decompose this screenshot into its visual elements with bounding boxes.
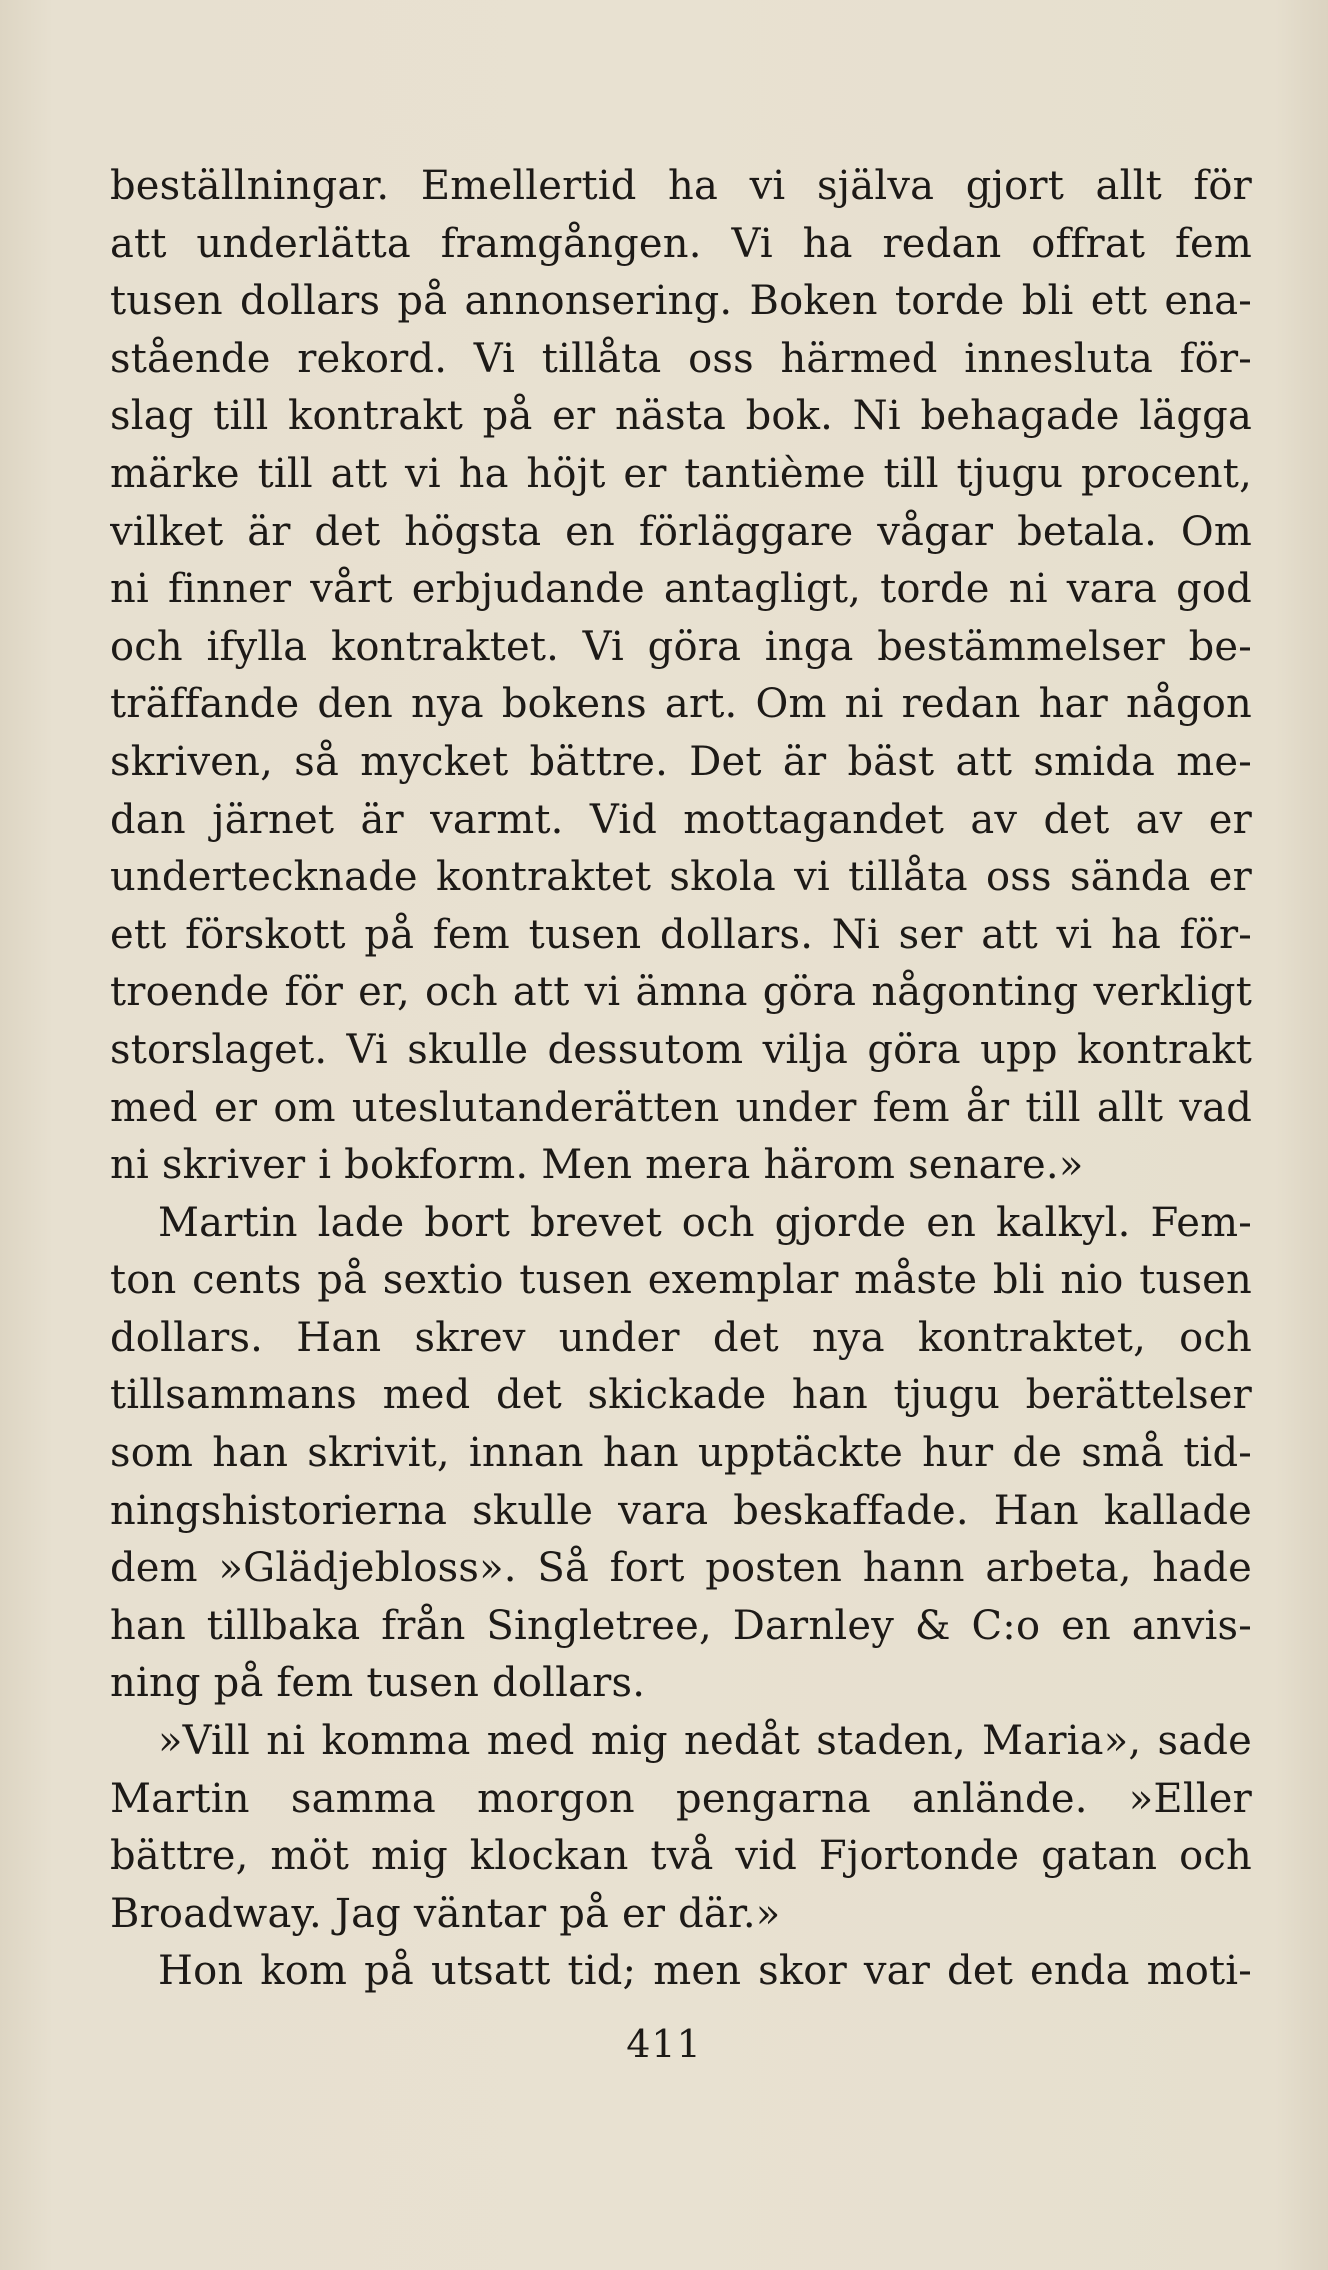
text-line: dan järnet är varmt. Vid mottagandet av det av er — [110, 796, 1252, 843]
text-line: som han skrivit, innan han upptäckte hur de små tid- — [110, 1430, 1252, 1477]
text-line: ningshistorierna skulle vara beskaffade. Han kallade — [110, 1487, 1252, 1534]
text-line: han tillbaka från Singletree, Darnley & C:o en anvis- — [110, 1602, 1252, 1649]
text-line: tusen dollars på annonsering. Boken torde bli ett ena- — [110, 278, 1252, 325]
text-line: ni skriver i bokform. Men mera härom senare.» — [110, 1142, 1084, 1189]
text-line: ett förskott på fem tusen dollars. Ni ser att vi ha för- — [110, 911, 1252, 958]
text-line: undertecknade kontraktet skola vi tillåta oss sända er — [110, 854, 1252, 901]
text-line: att underlätta framgången. Vi ha redan offrat fem — [110, 220, 1252, 267]
body-text — [110, 158, 1252, 2001]
text-line: märke till att vi ha höjt er tantième till tjugu procent, — [110, 450, 1252, 497]
text-line: ning på fem tusen dollars. — [110, 1660, 646, 1707]
text-line: Hon kom på utsatt tid; men skor var det enda moti- — [158, 1948, 1252, 1995]
text-line: stående rekord. Vi tillåta oss härmed innesluta för- — [110, 335, 1252, 382]
text-line: troende för er, och att vi ämna göra någonting verkligt — [110, 969, 1252, 1016]
text-line: bättre, möt mig klockan två vid Fjortonde gatan och — [110, 1833, 1252, 1880]
text-line: och ifylla kontraktet. Vi göra inga bestämmelser be- — [110, 623, 1252, 670]
text-line: slag till kontrakt på er nästa bok. Ni behagade lägga — [110, 393, 1252, 440]
page-number: 411 — [626, 2022, 702, 2066]
text-line: Martin samma morgon pengarna anlände. »Eller — [110, 1775, 1252, 1822]
text-line: tillsammans med det skickade han tjugu berättelser — [110, 1372, 1252, 1419]
text-line: dollars. Han skrev under det nya kontraktet, och — [110, 1314, 1252, 1361]
text-line: träffande den nya bokens art. Om ni redan har någon — [110, 681, 1252, 728]
text-line: ni finner vårt erbjudande antagligt, torde ni vara god — [110, 566, 1252, 613]
text-line: »Vill ni komma med mig nedåt staden, Maria», sade — [158, 1718, 1252, 1765]
text-line: Martin lade bort brevet och gjorde en kalkyl. Fem- — [158, 1199, 1252, 1246]
text-line: beställningar. Emellertid ha vi själva gjort allt för — [110, 163, 1252, 209]
text-line: ton cents på sextio tusen exemplar måste bli nio tusen — [110, 1257, 1252, 1304]
text-line: skriven, så mycket bättre. Det är bäst att smida me- — [110, 738, 1252, 785]
text-line: storslaget. Vi skulle dessutom vilja göra upp kontrakt — [110, 1026, 1252, 1073]
text-line: dem »Glädjebloss». Så fort posten hann arbeta, hade — [110, 1545, 1252, 1592]
text-line: vilket är det högsta en förläggare vågar betala. Om — [110, 508, 1252, 555]
text-line: med er om uteslutanderätten under fem år till allt vad — [110, 1084, 1252, 1131]
text-line: Broadway. Jag väntar på er där.» — [110, 1890, 781, 1937]
